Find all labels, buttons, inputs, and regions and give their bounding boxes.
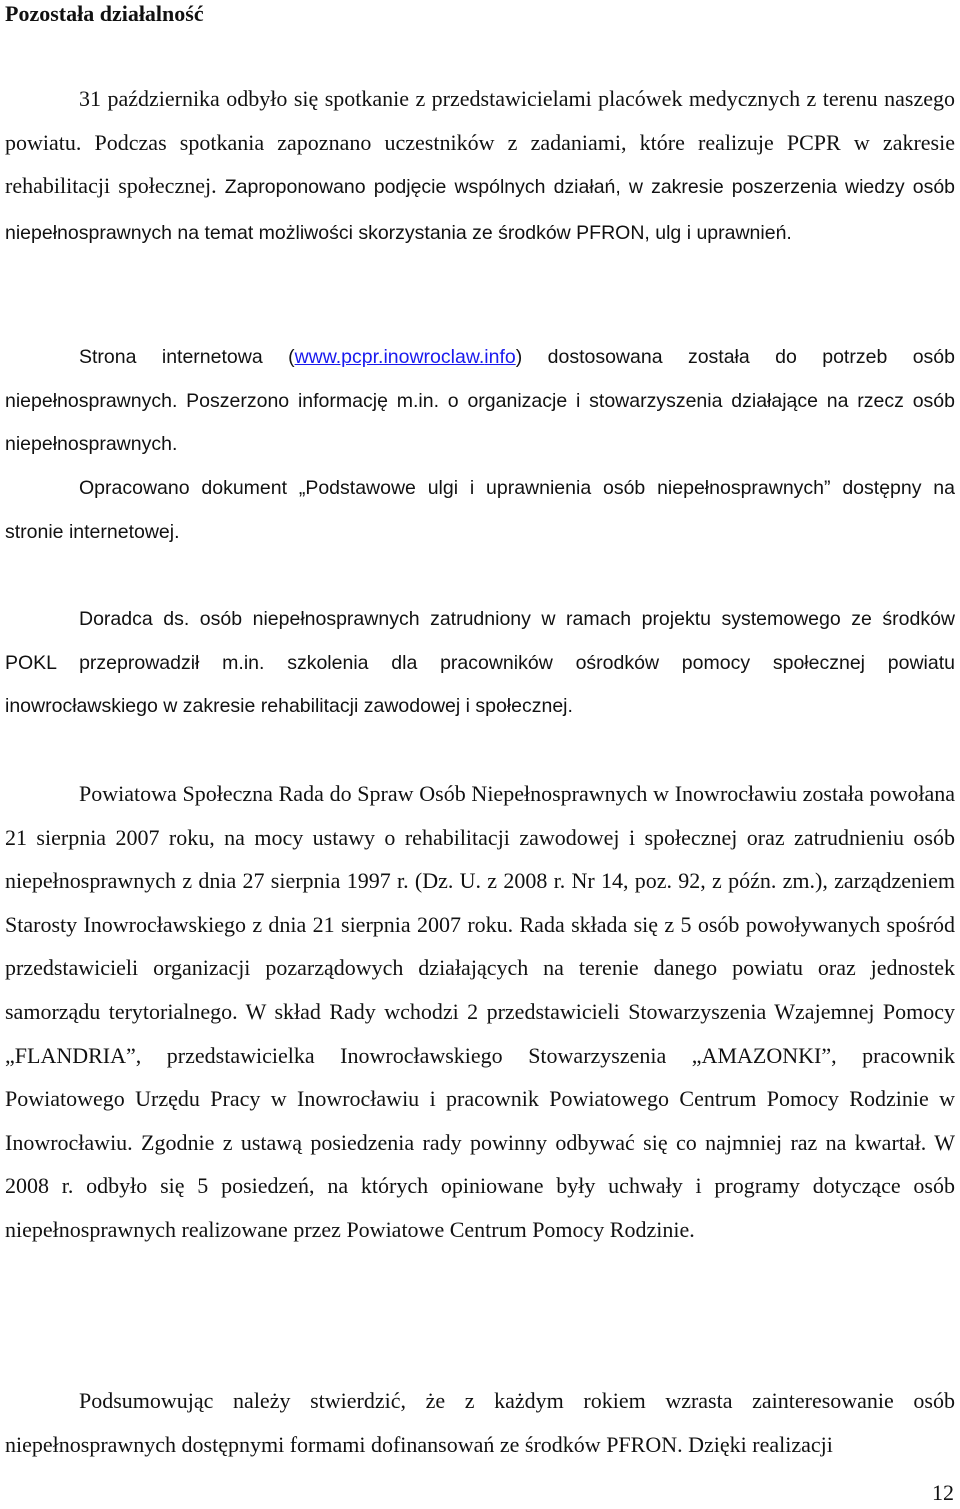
paragraph-summary: Podsumowując należy stwierdzić, że z każdym rokiem wzrasta zainteresowanie osób niepełnosprawnych dostępnymi formami dofinansowań ze środków PFRON. Dzięki realizacji	[5, 1388, 955, 1457]
page-number: 12	[932, 1480, 954, 1505]
website-link-domain: www.pcpr.inowroclaw.	[294, 346, 485, 368]
paragraph-council: Powiatowa Społeczna Rada do Spraw Osób Niepełnosprawnych w Inowrocławiu została powołana 21 sierpnia 2007 roku, na mocy ustawy o rehabilitacji zawodowej i społecznej oraz zatrudnieniu osób niepełnosprawnych z dnia 27 sierpnia 1997 r. (Dz. U. z 2008 r. Nr 14, poz. 92, z późn. zm.), zarządzeniem Starosty Inowrocławskiego z dnia 21 sierpnia 2007 roku. Rada składa się z 5 osób powoływanych spośród przedstawicieli organizacji pozarządowych działających na terenie danego powiatu oraz jednostek samorządu terytorialnego. W skład Rady wchodzi 2 przedstawicieli Stowarzyszenia Wzajemnej Pomocy „FLANDRIA”, przedstawicielka Inowrocławskiego Stowarzyszenia „AMAZONKI”, pracownik Powiatowego Urzędu Pracy w Inowrocławiu i pracownik Powiatowego Centrum Pomocy Rodzinie w Inowrocławiu. Zgodnie z ustawą posiedzenia rady powinny odbywać się co najmniej raz na kwartał. W 2008 r. odbyło się 5 posiedzeń, na których opiniowane były uchwały i programy dotyczące osób niepełnosprawnych realizowane przez Powiatowe Centrum Pomocy Rodzinie.	[5, 781, 955, 1242]
website-link[interactable]	[295, 346, 516, 368]
paragraph-medical-meeting-sans-text: Zaproponowano podjęcie wspólnych działań, w zakresie poszerzenia wiedzy osób niepełnosprawnych na temat możliwości skorzystania ze środków PFRON, ulg i uprawnień.	[5, 176, 956, 244]
paragraph-medical-meeting-serif-text: 31 października odbyło się spotkanie z przedstawicielami placówek medycznych z terenu naszego powiatu. Podczas spotkania zapoznano uczestników z zadaniami, które realizuje PCPR w zakresie rehabilitacji społecznej.	[5, 86, 955, 199]
website-link-tld: info	[484, 346, 516, 368]
paragraph-website-intro: Strona internetowa (	[79, 346, 295, 368]
paragraph-website	[5, 336, 955, 467]
paragraph-document: Opracowano dokument „Podstawowe ulgi i uprawnienia osób niepełnosprawnych” dostępny na stronie internetowej.	[5, 477, 955, 543]
paragraph-medical-meeting	[5, 77, 955, 255]
section-heading: Pozostała działalność	[5, 1, 204, 26]
paragraph-website-rest: ) dostosowana została do potrzeb osób niepełnosprawnych. Poszerzono informację m.in. o organizacje i stowarzyszenia działające na rzecz osób niepełnosprawnych.	[5, 346, 955, 456]
paragraph-advisor: Doradca ds. osób niepełnosprawnych zatrudniony w ramach projektu systemowego ze środków POKL przeprowadził m.in. szkolenia dla pracowników ośrodków pomocy społecznej powiatu inowrocławskiego w zakresie rehabilitacji zawodowej i społecznej.	[5, 608, 955, 718]
